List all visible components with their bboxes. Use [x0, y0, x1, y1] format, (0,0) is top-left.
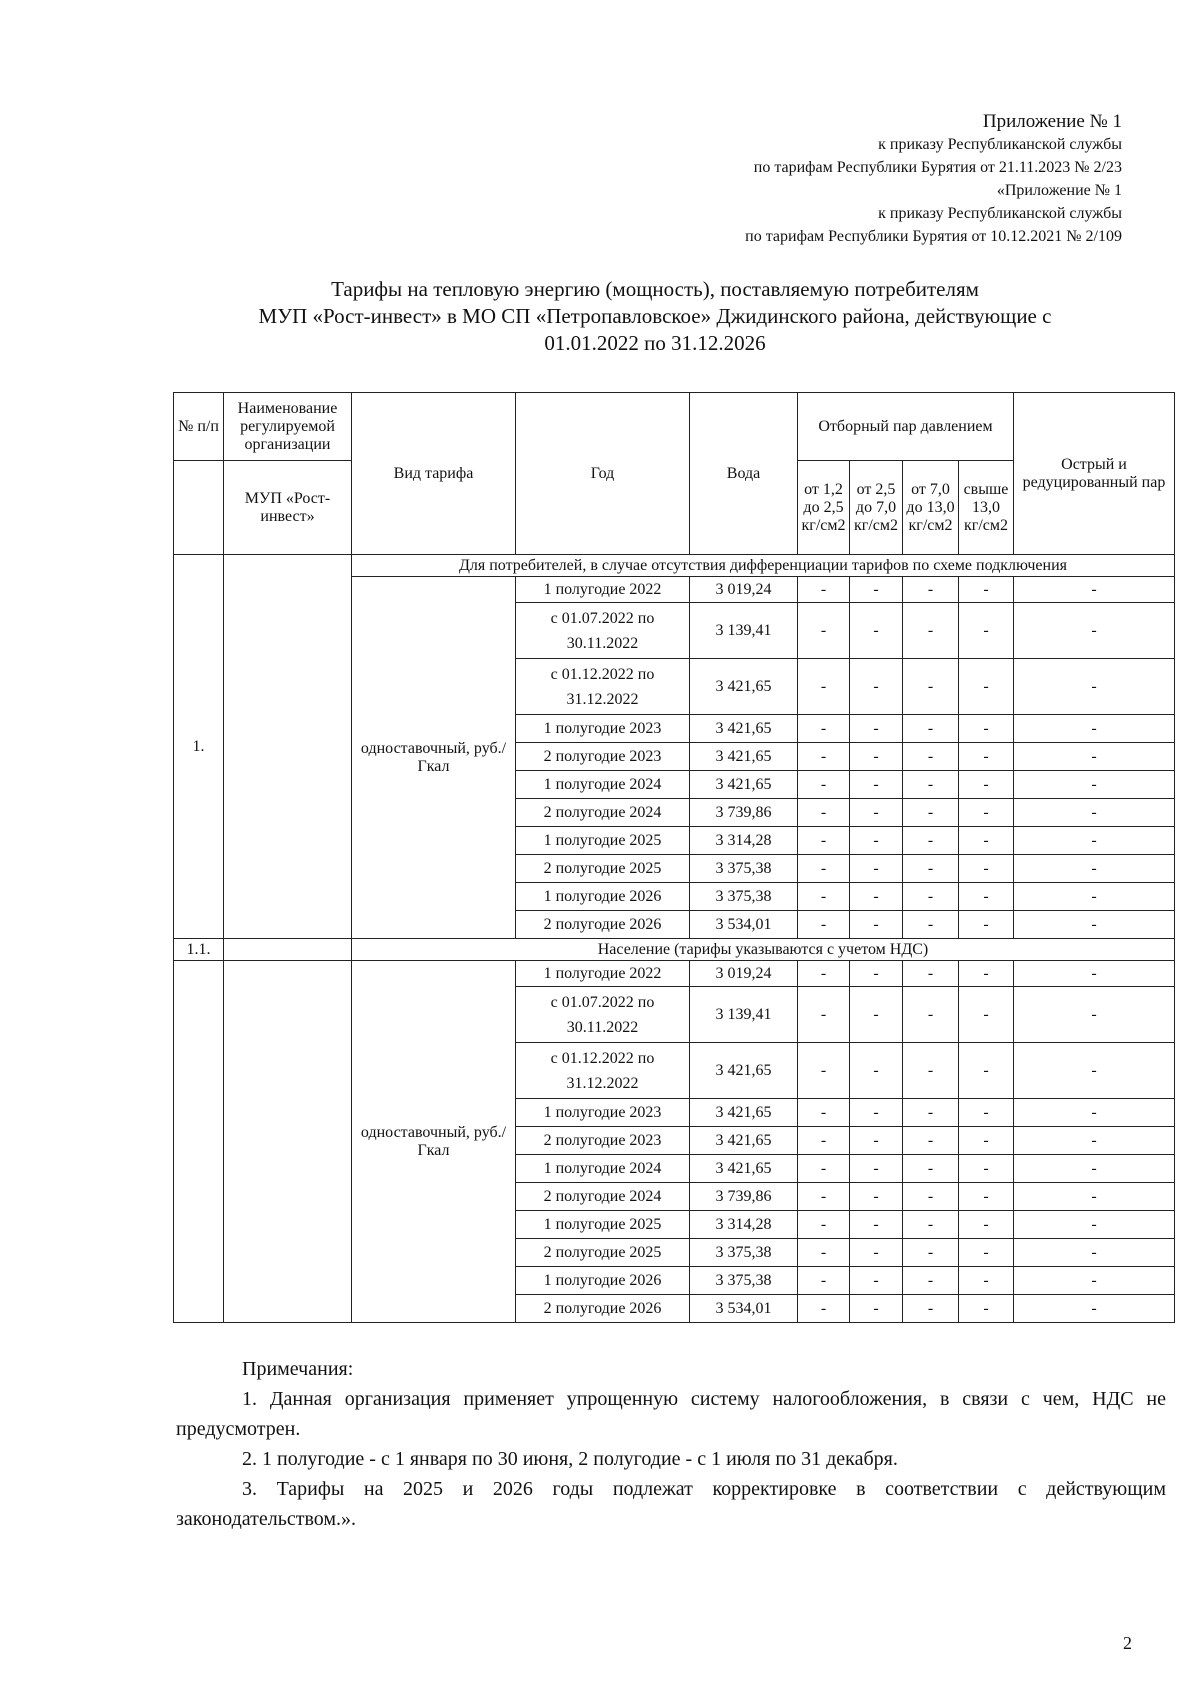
note-3: 3. Тарифы на 2025 и 2026 годы подлежат корректировке в соответствии с действующим законодательством.».	[176, 1478, 1166, 1530]
title-line-1: Тарифы на тепловую энергию (мощность), поставляемую потребителям	[331, 277, 979, 301]
steam-value-3: -	[903, 883, 959, 911]
year-cell: 1 полугодие 2024	[516, 1155, 690, 1183]
steam-value-1: -	[798, 1183, 850, 1211]
note-2: 2. 1 полугодие - с 1 января по 30 июня, 2 полугодие - с 1 июля по 31 декабря.	[242, 1448, 898, 1470]
header-org: Наименование регулируемой организации	[224, 393, 352, 461]
steam-value-3: -	[903, 715, 959, 743]
steam-value-1: -	[798, 911, 850, 939]
section-general	[174, 555, 1175, 939]
header-year: Год	[516, 393, 690, 555]
page-number: 2	[1123, 1633, 1132, 1653]
steam-value-1: -	[798, 987, 850, 1043]
water-value: 3 534,01	[690, 911, 798, 939]
steam-value-3: -	[903, 1099, 959, 1127]
steam-value-4: -	[959, 827, 1014, 855]
steam-value-3: -	[903, 743, 959, 771]
steam-value-3: -	[903, 1295, 959, 1323]
steam-value-2: -	[850, 1183, 903, 1211]
water-value: 3 375,38	[690, 1239, 798, 1267]
year-cell: 1 полугодие 2022	[516, 577, 690, 603]
sharp-steam-value: -	[1014, 961, 1175, 987]
water-value: 3 534,01	[690, 1295, 798, 1323]
section-caption-row	[174, 939, 1175, 961]
steam-value-3: -	[903, 1211, 959, 1239]
steam-value-1: -	[798, 1211, 850, 1239]
header-line-5: по тарифам Республики Бурятия от 10.12.2021 № 2/109	[745, 228, 1122, 245]
steam-value-4: -	[959, 1127, 1014, 1155]
sharp-steam-value: -	[1014, 1099, 1175, 1127]
steam-value-4: -	[959, 659, 1014, 715]
steam-value-3: -	[903, 1267, 959, 1295]
water-value: 3 375,38	[690, 883, 798, 911]
water-value: 3 421,65	[690, 659, 798, 715]
water-value: 3 375,38	[690, 1267, 798, 1295]
notes	[176, 1354, 1166, 1534]
steam-value-2: -	[850, 1267, 903, 1295]
steam-value-2: -	[850, 987, 903, 1043]
steam-value-2: -	[850, 743, 903, 771]
steam-value-4: -	[959, 799, 1014, 827]
header-water: Вода	[690, 393, 798, 555]
steam-value-3: -	[903, 577, 959, 603]
tariff-type-cell: одноставочный, руб./Гкал	[352, 577, 516, 939]
steam-value-2: -	[850, 961, 903, 987]
steam-value-1: -	[798, 799, 850, 827]
steam-value-2: -	[850, 1127, 903, 1155]
sharp-steam-value: -	[1014, 1211, 1175, 1239]
steam-value-4: -	[959, 855, 1014, 883]
header-pressure-1: от 1,2 до 2,5 кг/см2	[798, 461, 850, 555]
year-cell: с 01.07.2022 по 30.11.2022	[516, 603, 690, 659]
steam-value-3: -	[903, 1127, 959, 1155]
steam-value-3: -	[903, 1155, 959, 1183]
water-value: 3 019,24	[690, 577, 798, 603]
header-tariff-type: Вид тарифа	[352, 393, 516, 555]
sharp-steam-value: -	[1014, 1295, 1175, 1323]
tariff-table	[173, 392, 1175, 1323]
steam-value-4: -	[959, 1099, 1014, 1127]
sharp-steam-value: -	[1014, 1043, 1175, 1099]
header-steam: Отборный пар давлением	[798, 393, 1014, 461]
table-row	[174, 961, 1175, 987]
title-line-3: 01.01.2022 по 31.12.2026	[544, 331, 766, 355]
steam-value-1: -	[798, 961, 850, 987]
sharp-steam-value: -	[1014, 799, 1175, 827]
header-line-0: Приложение № 1	[982, 111, 1122, 132]
steam-value-1: -	[798, 883, 850, 911]
water-value: 3 139,41	[690, 603, 798, 659]
sharp-steam-value: -	[1014, 855, 1175, 883]
steam-value-1: -	[798, 1127, 850, 1155]
section-caption-row	[174, 555, 1175, 577]
steam-value-2: -	[850, 1043, 903, 1099]
steam-value-1: -	[798, 1239, 850, 1267]
steam-value-3: -	[903, 1239, 959, 1267]
steam-value-3: -	[903, 855, 959, 883]
notes-heading: Примечания:	[242, 1358, 354, 1380]
year-cell: 1 полугодие 2023	[516, 715, 690, 743]
steam-value-4: -	[959, 577, 1014, 603]
steam-value-2: -	[850, 855, 903, 883]
steam-value-4: -	[959, 1295, 1014, 1323]
sharp-steam-value: -	[1014, 883, 1175, 911]
steam-value-2: -	[850, 799, 903, 827]
water-value: 3 421,65	[690, 1043, 798, 1099]
section-caption: Для потребителей, в случае отсутствия дифференциации тарифов по схеме подключения	[352, 555, 1175, 577]
sharp-steam-value: -	[1014, 1155, 1175, 1183]
year-cell: 2 полугодие 2026	[516, 911, 690, 939]
steam-value-2: -	[850, 1295, 903, 1323]
steam-value-3: -	[903, 1183, 959, 1211]
header-pressure-3: от 7,0 до 13,0 кг/см2	[903, 461, 959, 555]
steam-value-4: -	[959, 1043, 1014, 1099]
steam-value-4: -	[959, 911, 1014, 939]
water-value: 3 139,41	[690, 987, 798, 1043]
sharp-steam-value: -	[1014, 987, 1175, 1043]
water-value: 3 314,28	[690, 827, 798, 855]
steam-value-2: -	[850, 603, 903, 659]
steam-value-3: -	[903, 603, 959, 659]
steam-value-4: -	[959, 1211, 1014, 1239]
note-1: 1. Данная организация применяет упрощенную систему налогообложения, в связи с чем, НДС не предусмотрен.	[176, 1388, 1166, 1440]
steam-value-1: -	[798, 855, 850, 883]
steam-value-2: -	[850, 911, 903, 939]
year-cell: 1 полугодие 2026	[516, 883, 690, 911]
steam-value-2: -	[850, 659, 903, 715]
steam-value-2: -	[850, 883, 903, 911]
sharp-steam-value: -	[1014, 603, 1175, 659]
steam-value-3: -	[903, 827, 959, 855]
year-cell: 1 полугодие 2022	[516, 961, 690, 987]
section-number-empty	[174, 961, 224, 1323]
section-population	[174, 939, 1175, 1323]
steam-value-2: -	[850, 577, 903, 603]
steam-value-1: -	[798, 743, 850, 771]
year-cell: 2 полугодие 2024	[516, 799, 690, 827]
water-value: 3 421,65	[690, 1099, 798, 1127]
steam-value-4: -	[959, 1155, 1014, 1183]
steam-value-2: -	[850, 827, 903, 855]
section-org-empty	[224, 939, 352, 961]
appendix-header	[745, 110, 1122, 248]
section-org-empty	[224, 961, 352, 1323]
year-cell: 2 полугодие 2026	[516, 1295, 690, 1323]
steam-value-4: -	[959, 1183, 1014, 1211]
water-value: 3 019,24	[690, 961, 798, 987]
steam-value-4: -	[959, 715, 1014, 743]
steam-value-4: -	[959, 771, 1014, 799]
water-value: 3 421,65	[690, 771, 798, 799]
steam-value-3: -	[903, 799, 959, 827]
steam-value-3: -	[903, 987, 959, 1043]
steam-value-4: -	[959, 603, 1014, 659]
steam-value-4: -	[959, 987, 1014, 1043]
steam-value-1: -	[798, 1267, 850, 1295]
steam-value-4: -	[959, 1267, 1014, 1295]
tariff-type-cell: одноставочный, руб./Гкал	[352, 961, 516, 1323]
sharp-steam-value: -	[1014, 715, 1175, 743]
header-sharp-steam: Острый и редуцированный пар	[1014, 393, 1175, 555]
year-cell: 2 полугодие 2025	[516, 855, 690, 883]
water-value: 3 421,65	[690, 1155, 798, 1183]
steam-value-1: -	[798, 1155, 850, 1183]
section-org-empty	[224, 555, 352, 939]
sharp-steam-value: -	[1014, 911, 1175, 939]
header-line-1: к приказу Республиканской службы	[878, 136, 1122, 153]
header-pressure-4: свыше 13,0 кг/см2	[959, 461, 1014, 555]
sharp-steam-value: -	[1014, 659, 1175, 715]
title-line-2: МУП «Рост-инвест» в МО СП «Петропавловское» Джидинского района, действующие с	[258, 304, 1052, 328]
sharp-steam-value: -	[1014, 771, 1175, 799]
steam-value-3: -	[903, 911, 959, 939]
sharp-steam-value: -	[1014, 743, 1175, 771]
water-value: 3 375,38	[690, 855, 798, 883]
steam-value-1: -	[798, 659, 850, 715]
document-title	[190, 276, 1120, 357]
header-num-empty	[174, 461, 224, 555]
sharp-steam-value: -	[1014, 1267, 1175, 1295]
water-value: 3 314,28	[690, 1211, 798, 1239]
water-value: 3 421,65	[690, 715, 798, 743]
section-caption: Население (тарифы указываются с учетом НДС)	[352, 939, 1175, 961]
steam-value-1: -	[798, 1099, 850, 1127]
header-org-value: МУП «Рост-инвест»	[224, 461, 352, 555]
steam-value-4: -	[959, 1239, 1014, 1267]
steam-value-1: -	[798, 1043, 850, 1099]
water-value: 3 739,86	[690, 1183, 798, 1211]
steam-value-4: -	[959, 883, 1014, 911]
year-cell: 2 полугодие 2025	[516, 1239, 690, 1267]
steam-value-1: -	[798, 771, 850, 799]
year-cell: 1 полугодие 2024	[516, 771, 690, 799]
year-cell: 1 полугодие 2025	[516, 1211, 690, 1239]
header-pressure-2: от 2,5 до 7,0 кг/см2	[850, 461, 903, 555]
steam-value-1: -	[798, 827, 850, 855]
sharp-steam-value: -	[1014, 577, 1175, 603]
steam-value-1: -	[798, 715, 850, 743]
header-line-3: «Приложение № 1	[996, 182, 1122, 199]
steam-value-3: -	[903, 659, 959, 715]
water-value: 3 421,65	[690, 743, 798, 771]
sharp-steam-value: -	[1014, 1127, 1175, 1155]
header-line-2: по тарифам Республики Бурятия от 21.11.2023 № 2/23	[753, 159, 1122, 176]
year-cell: 2 полугодие 2024	[516, 1183, 690, 1211]
steam-value-3: -	[903, 1043, 959, 1099]
year-cell: 2 полугодие 2023	[516, 743, 690, 771]
steam-value-2: -	[850, 1155, 903, 1183]
steam-value-2: -	[850, 1099, 903, 1127]
year-cell: 1 полугодие 2025	[516, 827, 690, 855]
steam-value-2: -	[850, 1239, 903, 1267]
year-cell: 1 полугодие 2023	[516, 1099, 690, 1127]
steam-value-2: -	[850, 771, 903, 799]
year-cell: 1 полугодие 2026	[516, 1267, 690, 1295]
steam-value-4: -	[959, 961, 1014, 987]
year-cell: с 01.12.2022 по 31.12.2022	[516, 659, 690, 715]
steam-value-1: -	[798, 577, 850, 603]
steam-value-2: -	[850, 715, 903, 743]
sharp-steam-value: -	[1014, 1183, 1175, 1211]
steam-value-1: -	[798, 603, 850, 659]
water-value: 3 739,86	[690, 799, 798, 827]
header-line-4: к приказу Республиканской службы	[878, 205, 1122, 222]
section-number: 1.	[174, 555, 224, 939]
sharp-steam-value: -	[1014, 827, 1175, 855]
steam-value-3: -	[903, 771, 959, 799]
steam-value-3: -	[903, 961, 959, 987]
sharp-steam-value: -	[1014, 1239, 1175, 1267]
year-cell: 2 полугодие 2023	[516, 1127, 690, 1155]
header-num: № п/п	[174, 393, 224, 461]
section-number: 1.1.	[174, 939, 224, 961]
steam-value-4: -	[959, 743, 1014, 771]
steam-value-1: -	[798, 1295, 850, 1323]
water-value: 3 421,65	[690, 1127, 798, 1155]
year-cell: с 01.12.2022 по 31.12.2022	[516, 1043, 690, 1099]
year-cell: с 01.07.2022 по 30.11.2022	[516, 987, 690, 1043]
steam-value-2: -	[850, 1211, 903, 1239]
